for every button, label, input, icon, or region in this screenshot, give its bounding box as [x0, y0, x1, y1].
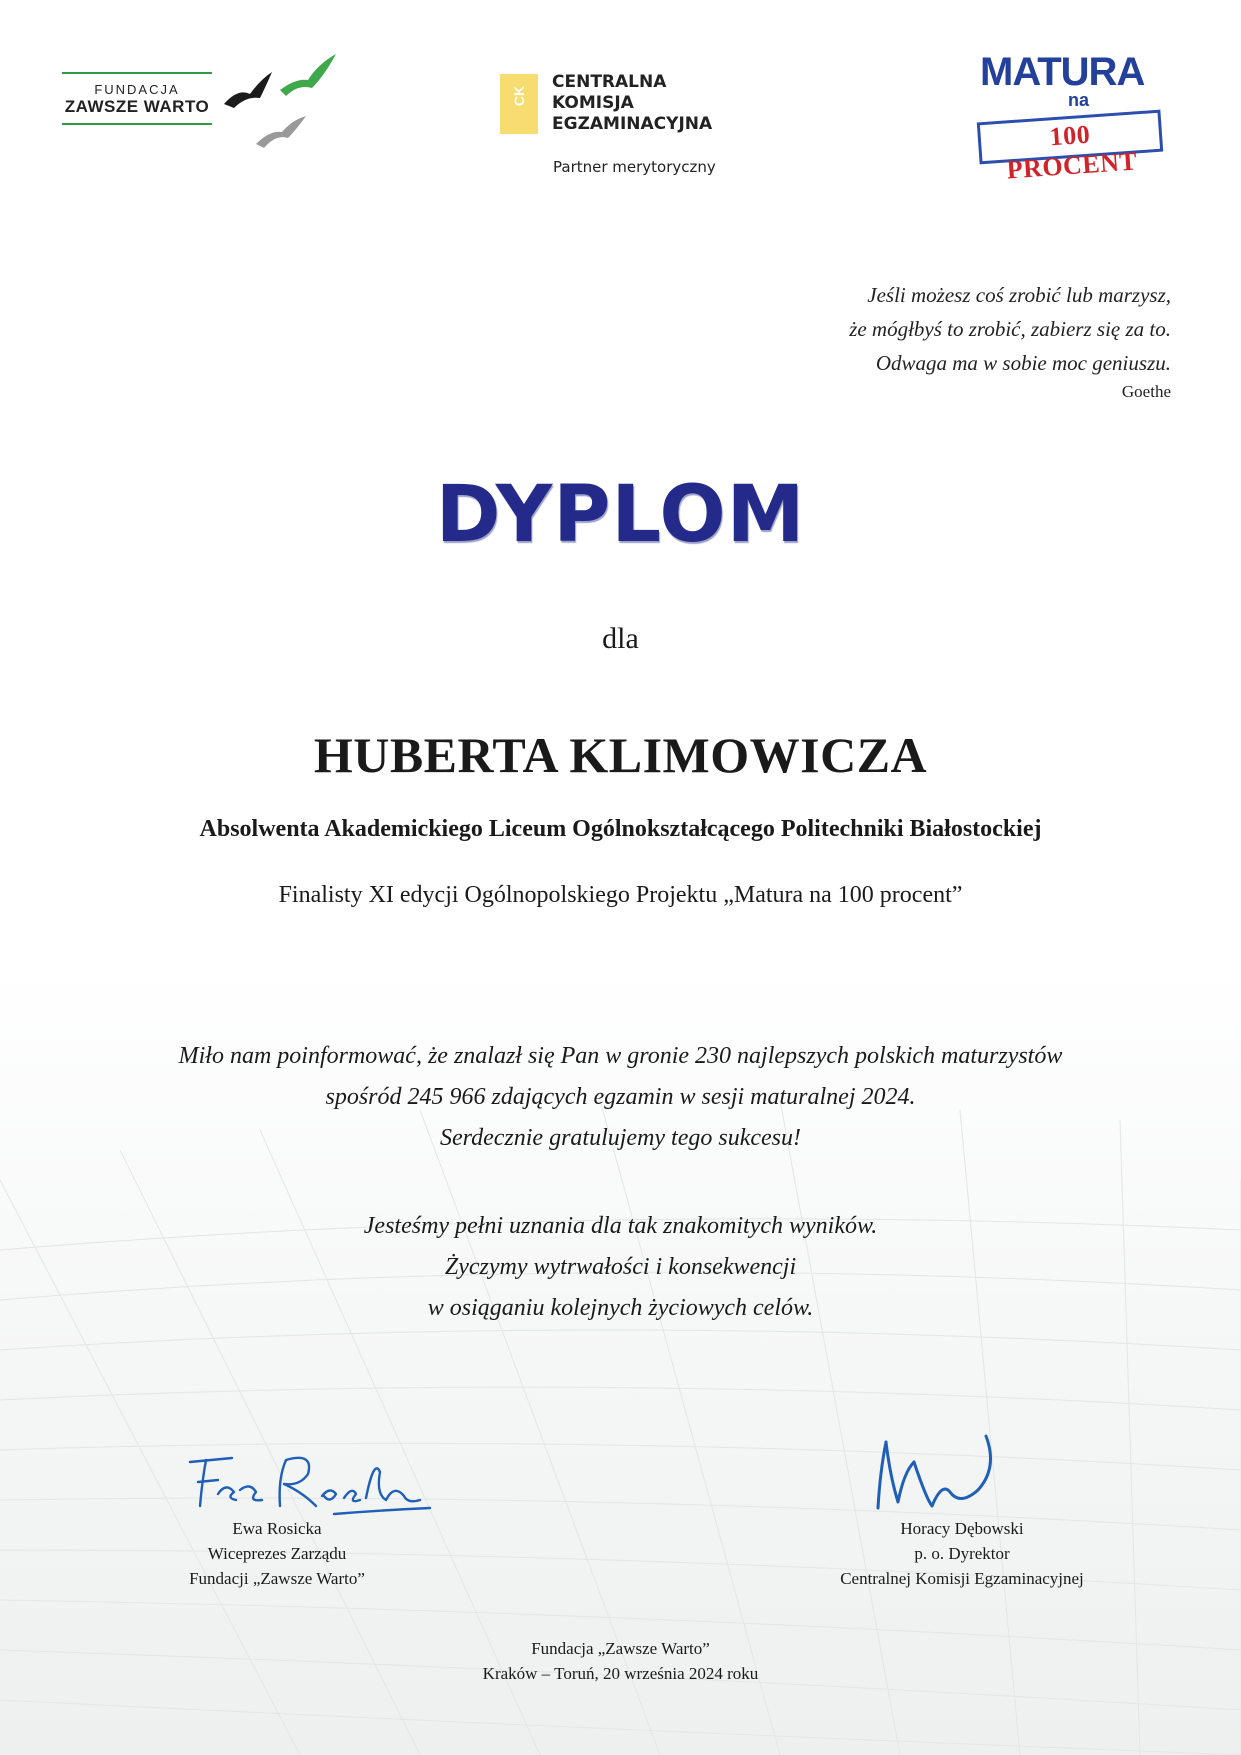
footer-issuer: Fundacja „Zawsze Warto”: [531, 1639, 710, 1658]
signature-right: [868, 1432, 1008, 1516]
wishes-line-3: w osiąganiu kolejnych życiowych celów.: [427, 1295, 814, 1321]
cke-logo-text: [552, 72, 712, 135]
swallows-icon: [220, 50, 340, 150]
signatory-right-role: p. o. Dyrektor: [914, 1544, 1010, 1563]
congratulation-paragraph: [0, 1036, 1241, 1159]
quote-author: Goethe: [1121, 382, 1171, 401]
wishes-line-1: Jesteśmy pełni uznania dla tak znakomitych wyników.: [363, 1213, 878, 1239]
matura-stamp-text: 100 PROCENT: [1005, 119, 1139, 185]
recipient-name: HUBERTA KLIMOWICZA: [313, 727, 928, 783]
for-label: dla: [602, 622, 639, 655]
cke-logo-mark: [500, 74, 538, 134]
message-line-1: Miło nam poinformować, że znalazł się Pan w gronie 230 najlepszych polskich maturzystów: [178, 1043, 1063, 1069]
goethe-quote: [849, 278, 1171, 380]
matura-stamp: [977, 110, 1163, 185]
matura-na: na: [1068, 90, 1090, 110]
signatory-left: [107, 1516, 447, 1591]
signatory-right-org: Centralnej Komisji Egzaminacyjnej: [840, 1569, 1084, 1588]
quote-line-2: że mógłbyś to zrobić, zabierz się za to.: [849, 317, 1171, 341]
fundacja-label: FUNDACJA: [94, 82, 180, 97]
signatory-left-org: Fundacji „Zawsze Warto”: [189, 1569, 365, 1588]
quote-line-3: Odwaga ma w sobie moc geniuszu.: [875, 351, 1171, 375]
matura-na-100-procent-logo: [976, 50, 1176, 185]
signatory-left-name: Ewa Rosicka: [232, 1519, 322, 1538]
signatory-right: [792, 1516, 1132, 1591]
footer-place-date: Kraków – Toruń, 20 września 2024 roku: [482, 1664, 759, 1683]
cke-line-1: CENTRALNA: [552, 72, 667, 92]
matura-title: MATURA: [980, 50, 1145, 94]
cke-line-2: KOMISJA: [552, 93, 634, 113]
cke-partner-label: Partner merytoryczny: [553, 158, 716, 176]
signatory-left-role: Wiceprezes Zarządu: [207, 1544, 347, 1563]
wishes-paragraph: [0, 1206, 1241, 1329]
diploma-title: DYPLOM: [435, 470, 806, 560]
signatory-right-name: Horacy Dębowski: [900, 1519, 1024, 1538]
cke-line-3: EGZAMINACYJNA: [552, 114, 713, 134]
message-line-3: Serdecznie gratulujemy tego sukcesu!: [440, 1125, 801, 1151]
signature-left: [184, 1448, 434, 1520]
footer: [0, 1636, 1241, 1686]
cke-mark-text: CK: [511, 85, 527, 107]
quote-line-1: Jeśli możesz coś zrobić lub marzysz,: [867, 283, 1171, 307]
school-line: Absolwenta Akademickiego Liceum Ogólnokształcącego Politechniki Białostockiej: [199, 816, 1042, 842]
zawsze-warto-label: ZAWSZE WARTO: [64, 97, 210, 116]
fundacja-zawsze-warto-logo: [62, 72, 212, 125]
finalist-line: Finalisty XI edycji Ogólnopolskiego Projektu „Matura na 100 procent”: [278, 882, 963, 908]
message-line-2: spośród 245 966 zdających egzamin w sesji maturalnej 2024.: [325, 1084, 916, 1110]
wishes-line-2: Życzymy wytrwałości i konsekwencji: [444, 1254, 797, 1280]
